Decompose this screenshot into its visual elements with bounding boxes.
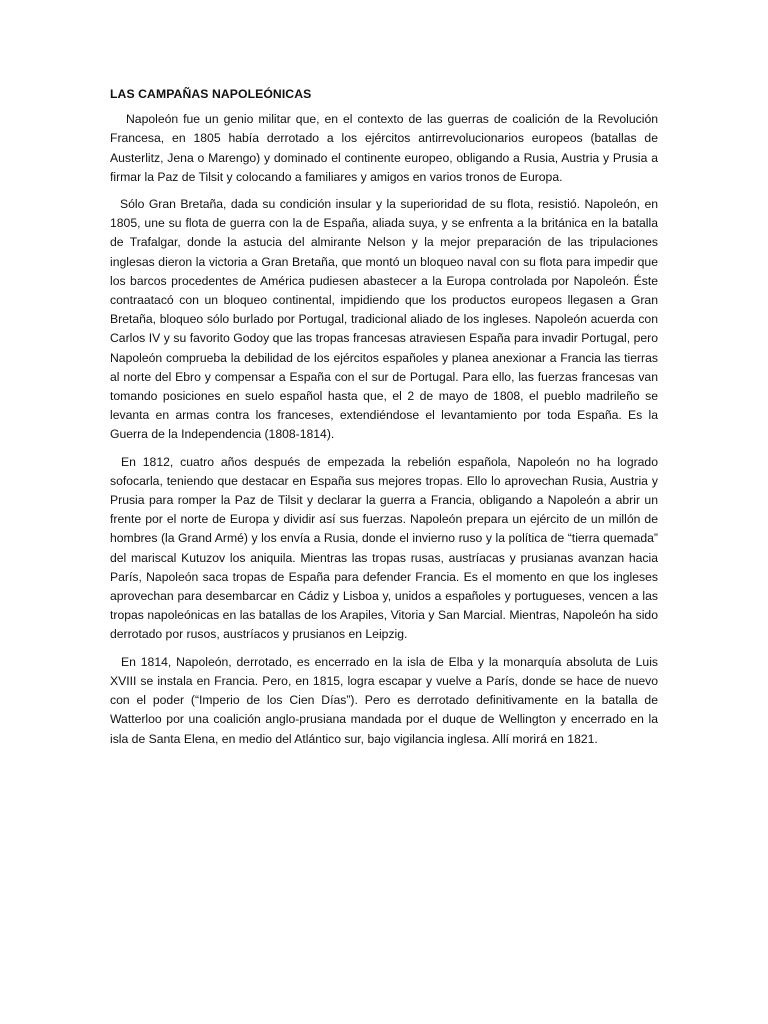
paragraph-1: Napoleón fue un genio militar que, en el contexto de las guerras de coalición de la Revolución Francesa, en 1805 había derrotado a los ejércitos antirrevolucionarios europeos (batallas de Austerlitz, Jena o Marengo) y dominado el continente europeo, obligando a Rusia, Austria y Prusia a firmar la Paz de Tilsit y colocando a familiares y amigos en varios tronos de Europa. xyxy=(110,112,658,184)
document-title: LAS CAMPAÑAS NAPOLEÓNICAS xyxy=(110,87,312,101)
paragraph-4: En 1814, Napoleón, derrotado, es encerrado en la isla de Elba y la monarquía absoluta de Luis XVIII se instala en Francia. Pero, en 1815, logra escapar y vuelve a París, donde se hace de nuevo con el poder (“Imperio de los Cien Días”). Pero es derrotado definitivamente en la batalla de Watterloo por una coalición anglo-prusiana mandada por el duque de Wellington y encerrado en la isla de Santa Elena, en medio del Atlántico sur, bajo vigilancia inglesa. Allí morirá en 1821. xyxy=(110,654,658,746)
document-body xyxy=(110,85,658,757)
paragraph-3: En 1812, cuatro años después de empezada la rebelión española, Napoleón no ha logrado sofocarla, teniendo que destacar en España sus mejores tropas. Ello lo aprovechan Rusia, Austria y Prusia para romper la Paz de Tilsit y declarar la guerra a Francia, obligando a Napoleón a abrir un frente por el norte de Europa y dividir así sus fuerzas. Napoleón prepara un ejército de un millón de hombres (la Grand Armé) y los envía a Rusia, donde el invierno ruso y la política de “tierra quemada” del mariscal Kutuzov los aniquila. Mientras las tropas rusas, austríacas y prusianas avanzan hacia París, Napoleón saca tropas de España para defender Francia. Es el momento en que los ingleses aprovechan para desembarcar en Cádiz y Lisboa y, unidos a españoles y portugueses, vencen a las tropas napoleónicas en las batallas de los Arapiles, Vitoria y San Marcial. Mientras, Napoleón ha sido derrotado por rusos, austríacos y prusianos en Leipzig. xyxy=(110,454,658,642)
paragraph-2: Sólo Gran Bretaña, dada su condición insular y la superioridad de su flota, resistió. Napoleón, en 1805, une su flota de guerra con la de España, aliada suya, y se enfrenta a la británica en la batalla de Trafalgar, donde la astucia del almirante Nelson y la mejor preparación de las tripulaciones inglesas dieron la victoria a Gran Bretaña, que montó un bloqueo naval con su flota para impedir que los barcos procedentes de América pudiesen abastecer a la Europa controlada por Napoleón. Éste contraatacó con un bloqueo continental, impidiendo que los productos europeos llegasen a Gran Bretaña, bloqueo sólo burlado por Portugal, tradicional aliado de los ingleses. Napoleón acuerda con Carlos IV y su favorito Godoy que las tropas francesas atraviesen España para invadir Portugal, pero Napoleón comprueba la debilidad de los ejércitos españoles y planea anexionar a Francia las tierras al norte del Ebro y compensar a España con el sur de Portugal. Para ello, las fuerzas francesas van tomando posiciones en suelo español hasta que, el 2 de mayo de 1808, el pueblo madrileño se levanta en armas contra los franceses, extendiéndose el levantamiento por toda España. Es la Guerra de la Independencia (1808-1814). xyxy=(110,197,658,442)
